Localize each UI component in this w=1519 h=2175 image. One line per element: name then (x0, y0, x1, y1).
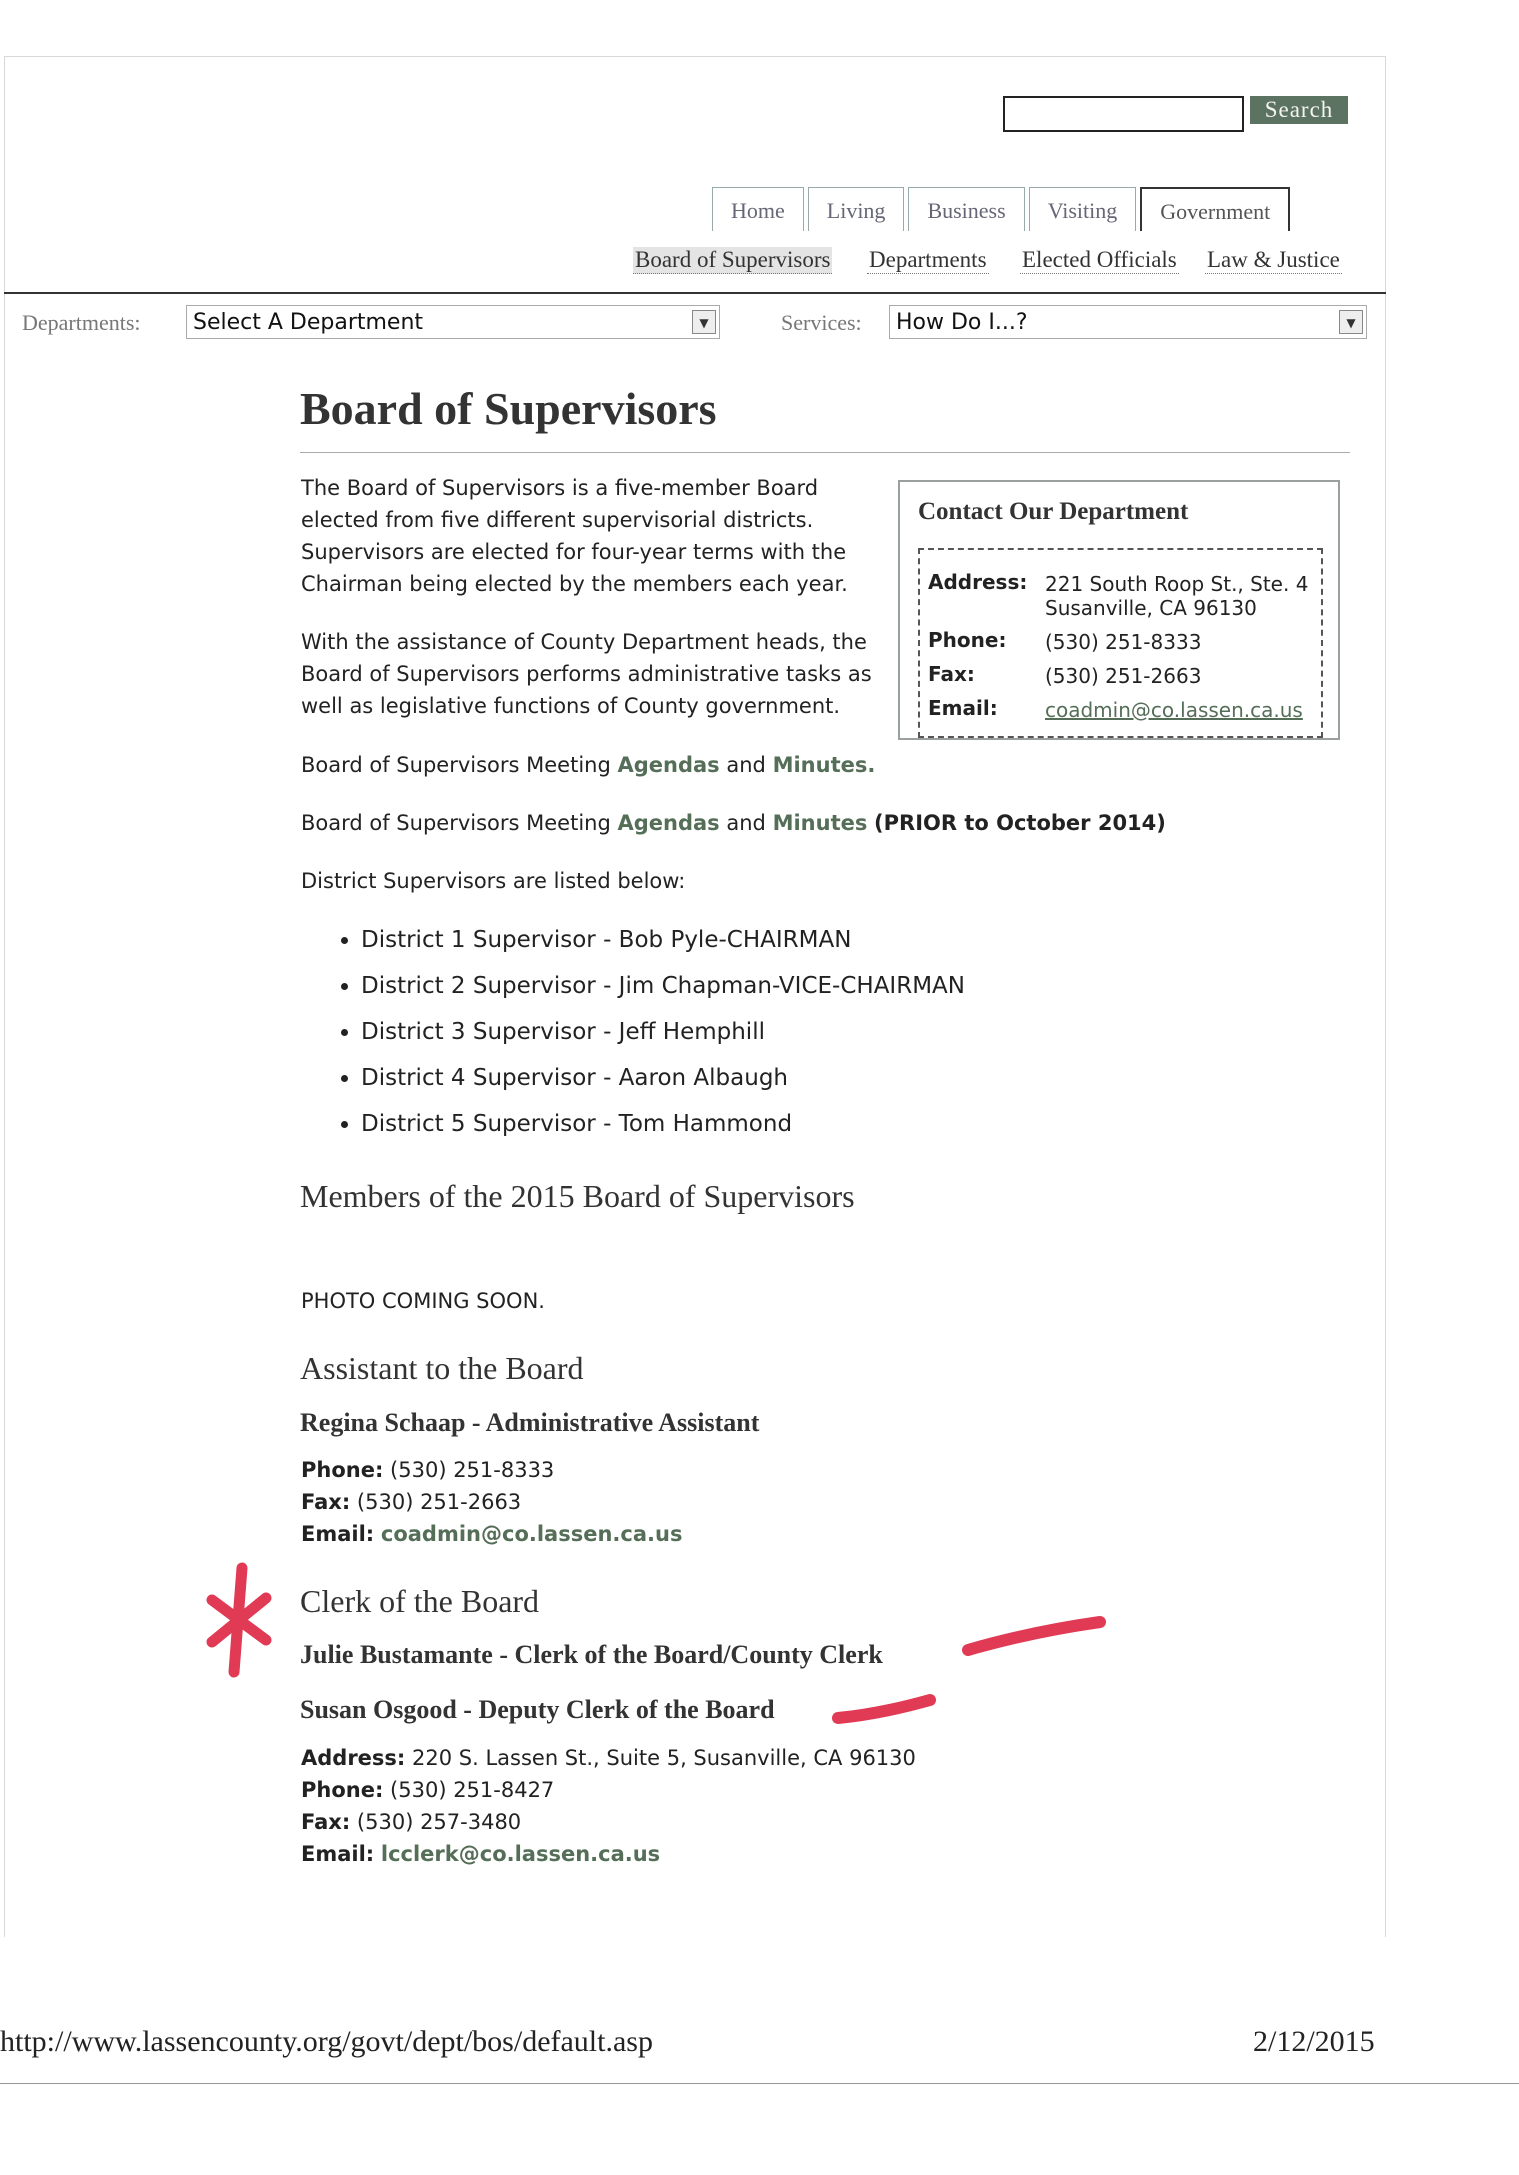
prior-note: (PRIOR to October 2014) (874, 811, 1166, 835)
fax-label: Fax: (301, 1810, 351, 1834)
chevron-down-icon[interactable]: ▼ (1339, 310, 1363, 334)
departments-label: Departments: (22, 310, 141, 335)
tab-living[interactable]: Living (808, 187, 905, 231)
assistant-heading: Assistant to the Board (300, 1350, 584, 1386)
fax-value: (530) 251-2663 (1045, 664, 1202, 688)
intro-paragraph-2 (301, 626, 872, 722)
deputy-clerk-name: Susan Osgood - Deputy Clerk of the Board (300, 1695, 775, 1724)
tab-government[interactable]: Government (1140, 187, 1290, 231)
address-label: Address: (928, 570, 1028, 594)
agendas-link[interactable]: Agendas (617, 753, 720, 777)
text-line: well as legislative functions of County government. (301, 694, 841, 718)
list-item: • District 3 Supervisor - Jeff Hemphill (361, 1012, 965, 1058)
subnav-departments[interactable]: Departments (869, 247, 987, 272)
meeting-links-current (301, 749, 875, 781)
fax-value: (530) 257-3480 (356, 1810, 522, 1834)
subnav-law-justice[interactable]: Law & Justice (1207, 247, 1340, 272)
nav-divider (4, 292, 1386, 294)
address-label: Address: (301, 1746, 406, 1770)
photo-note: PHOTO COMING SOON. (301, 1289, 545, 1313)
departments-select-value: Select A Department (193, 310, 424, 335)
clerk-contact (301, 1742, 916, 1870)
subnav-board-of-supervisors[interactable]: Board of Supervisors (635, 247, 831, 272)
address-value: 220 S. Lassen St., Suite 5, Susanville, CA 96130 (412, 1746, 916, 1770)
title-divider (300, 452, 1350, 453)
services-select-value: How Do I...? (896, 310, 1028, 335)
list-item: • District 5 Supervisor - Tom Hammond (361, 1104, 965, 1150)
underline-annotation-1 (960, 1610, 1110, 1660)
phone-label: Phone: (928, 628, 1007, 652)
text-line: With the assistance of County Department heads, the (301, 630, 867, 654)
and-text: and (726, 753, 766, 777)
intro-paragraph-1 (301, 472, 848, 600)
services-label: Services: (781, 310, 862, 335)
clerk-heading: Clerk of the Board (300, 1583, 540, 1619)
search-button[interactable]: Search (1250, 96, 1348, 124)
subnav-elected-officials[interactable]: Elected Officials (1022, 247, 1177, 272)
and-text: and (726, 811, 766, 835)
members-heading: Members of the 2015 Board of Supervisors (300, 1178, 855, 1214)
meeting-prefix: Board of Supervisors Meeting (301, 753, 611, 777)
page-title: Board of Supervisors (300, 383, 717, 434)
address-line-1: 221 South Roop St., Ste. 4 (1045, 572, 1309, 596)
clerk-name: Julie Bustamante - Clerk of the Board/County Clerk (300, 1640, 883, 1669)
district-list (301, 920, 965, 1150)
footer-divider (0, 2083, 1519, 2084)
contact-email-link[interactable]: coadmin@co.lassen.ca.us (1045, 698, 1303, 722)
meeting-prefix: Board of Supervisors Meeting (301, 811, 611, 835)
underline-annotation-2 (830, 1690, 940, 1730)
chevron-down-icon[interactable]: ▼ (692, 310, 716, 334)
minutes-link[interactable]: Minutes (772, 753, 868, 777)
phone-value: (530) 251-8427 (390, 1778, 555, 1802)
address-value (1045, 572, 1308, 620)
footer-date: 2/12/2015 (1253, 2025, 1375, 2058)
assistant-email-link[interactable]: coadmin@co.lassen.ca.us (380, 1522, 683, 1546)
contact-title: Contact Our Department (918, 498, 1189, 525)
list-item: • District 4 Supervisor - Aaron Albaugh (361, 1058, 965, 1104)
asterisk-annotation-icon (200, 1560, 280, 1680)
tab-business[interactable]: Business (908, 187, 1024, 231)
main-tabs (712, 187, 1294, 231)
email-label: Email: (301, 1842, 375, 1866)
clerk-email-link[interactable]: lcclerk@co.lassen.ca.us (380, 1842, 661, 1866)
fax-label: Fax: (301, 1490, 351, 1514)
fax-value: (530) 251-2663 (356, 1490, 522, 1514)
text-line: Board of Supervisors performs administrative tasks as (301, 662, 872, 686)
list-item: • District 1 Supervisor - Bob Pyle-CHAIRMAN (361, 920, 965, 966)
tab-visiting[interactable]: Visiting (1029, 187, 1137, 231)
tab-home[interactable]: Home (712, 187, 804, 231)
text-line: elected from five different supervisorial districts. (301, 508, 814, 532)
prior-minutes-link[interactable]: Minutes (772, 811, 868, 835)
phone-label: Phone: (301, 1458, 384, 1482)
district-intro: District Supervisors are listed below: (301, 869, 686, 893)
phone-value: (530) 251-8333 (1045, 630, 1202, 654)
assistant-name: Regina Schaap - Administrative Assistant (300, 1408, 760, 1437)
email-label: Email: (301, 1522, 375, 1546)
text-line: Chairman being elected by the members each year. (301, 572, 848, 596)
departments-select[interactable] (186, 305, 720, 339)
fax-label: Fax: (928, 662, 975, 686)
email-label: Email: (928, 696, 998, 720)
phone-value: (530) 251-8333 (390, 1458, 555, 1482)
period-text: . (867, 753, 876, 777)
list-item: • District 2 Supervisor - Jim Chapman-VICE-CHAIRMAN (361, 966, 965, 1012)
phone-label: Phone: (301, 1778, 384, 1802)
assistant-contact (301, 1454, 682, 1550)
search-input[interactable] (1003, 96, 1244, 132)
prior-agendas-link[interactable]: Agendas (617, 811, 720, 835)
meeting-links-prior (301, 807, 1166, 839)
address-line-2: Susanville, CA 96130 (1045, 596, 1257, 620)
services-select[interactable] (889, 305, 1367, 339)
text-line: Supervisors are elected for four-year terms with the (301, 540, 847, 564)
text-line: The Board of Supervisors is a five-member Board (301, 476, 819, 500)
footer-url: http://www.lassencounty.org/govt/dept/bos/default.asp (0, 2025, 653, 2058)
